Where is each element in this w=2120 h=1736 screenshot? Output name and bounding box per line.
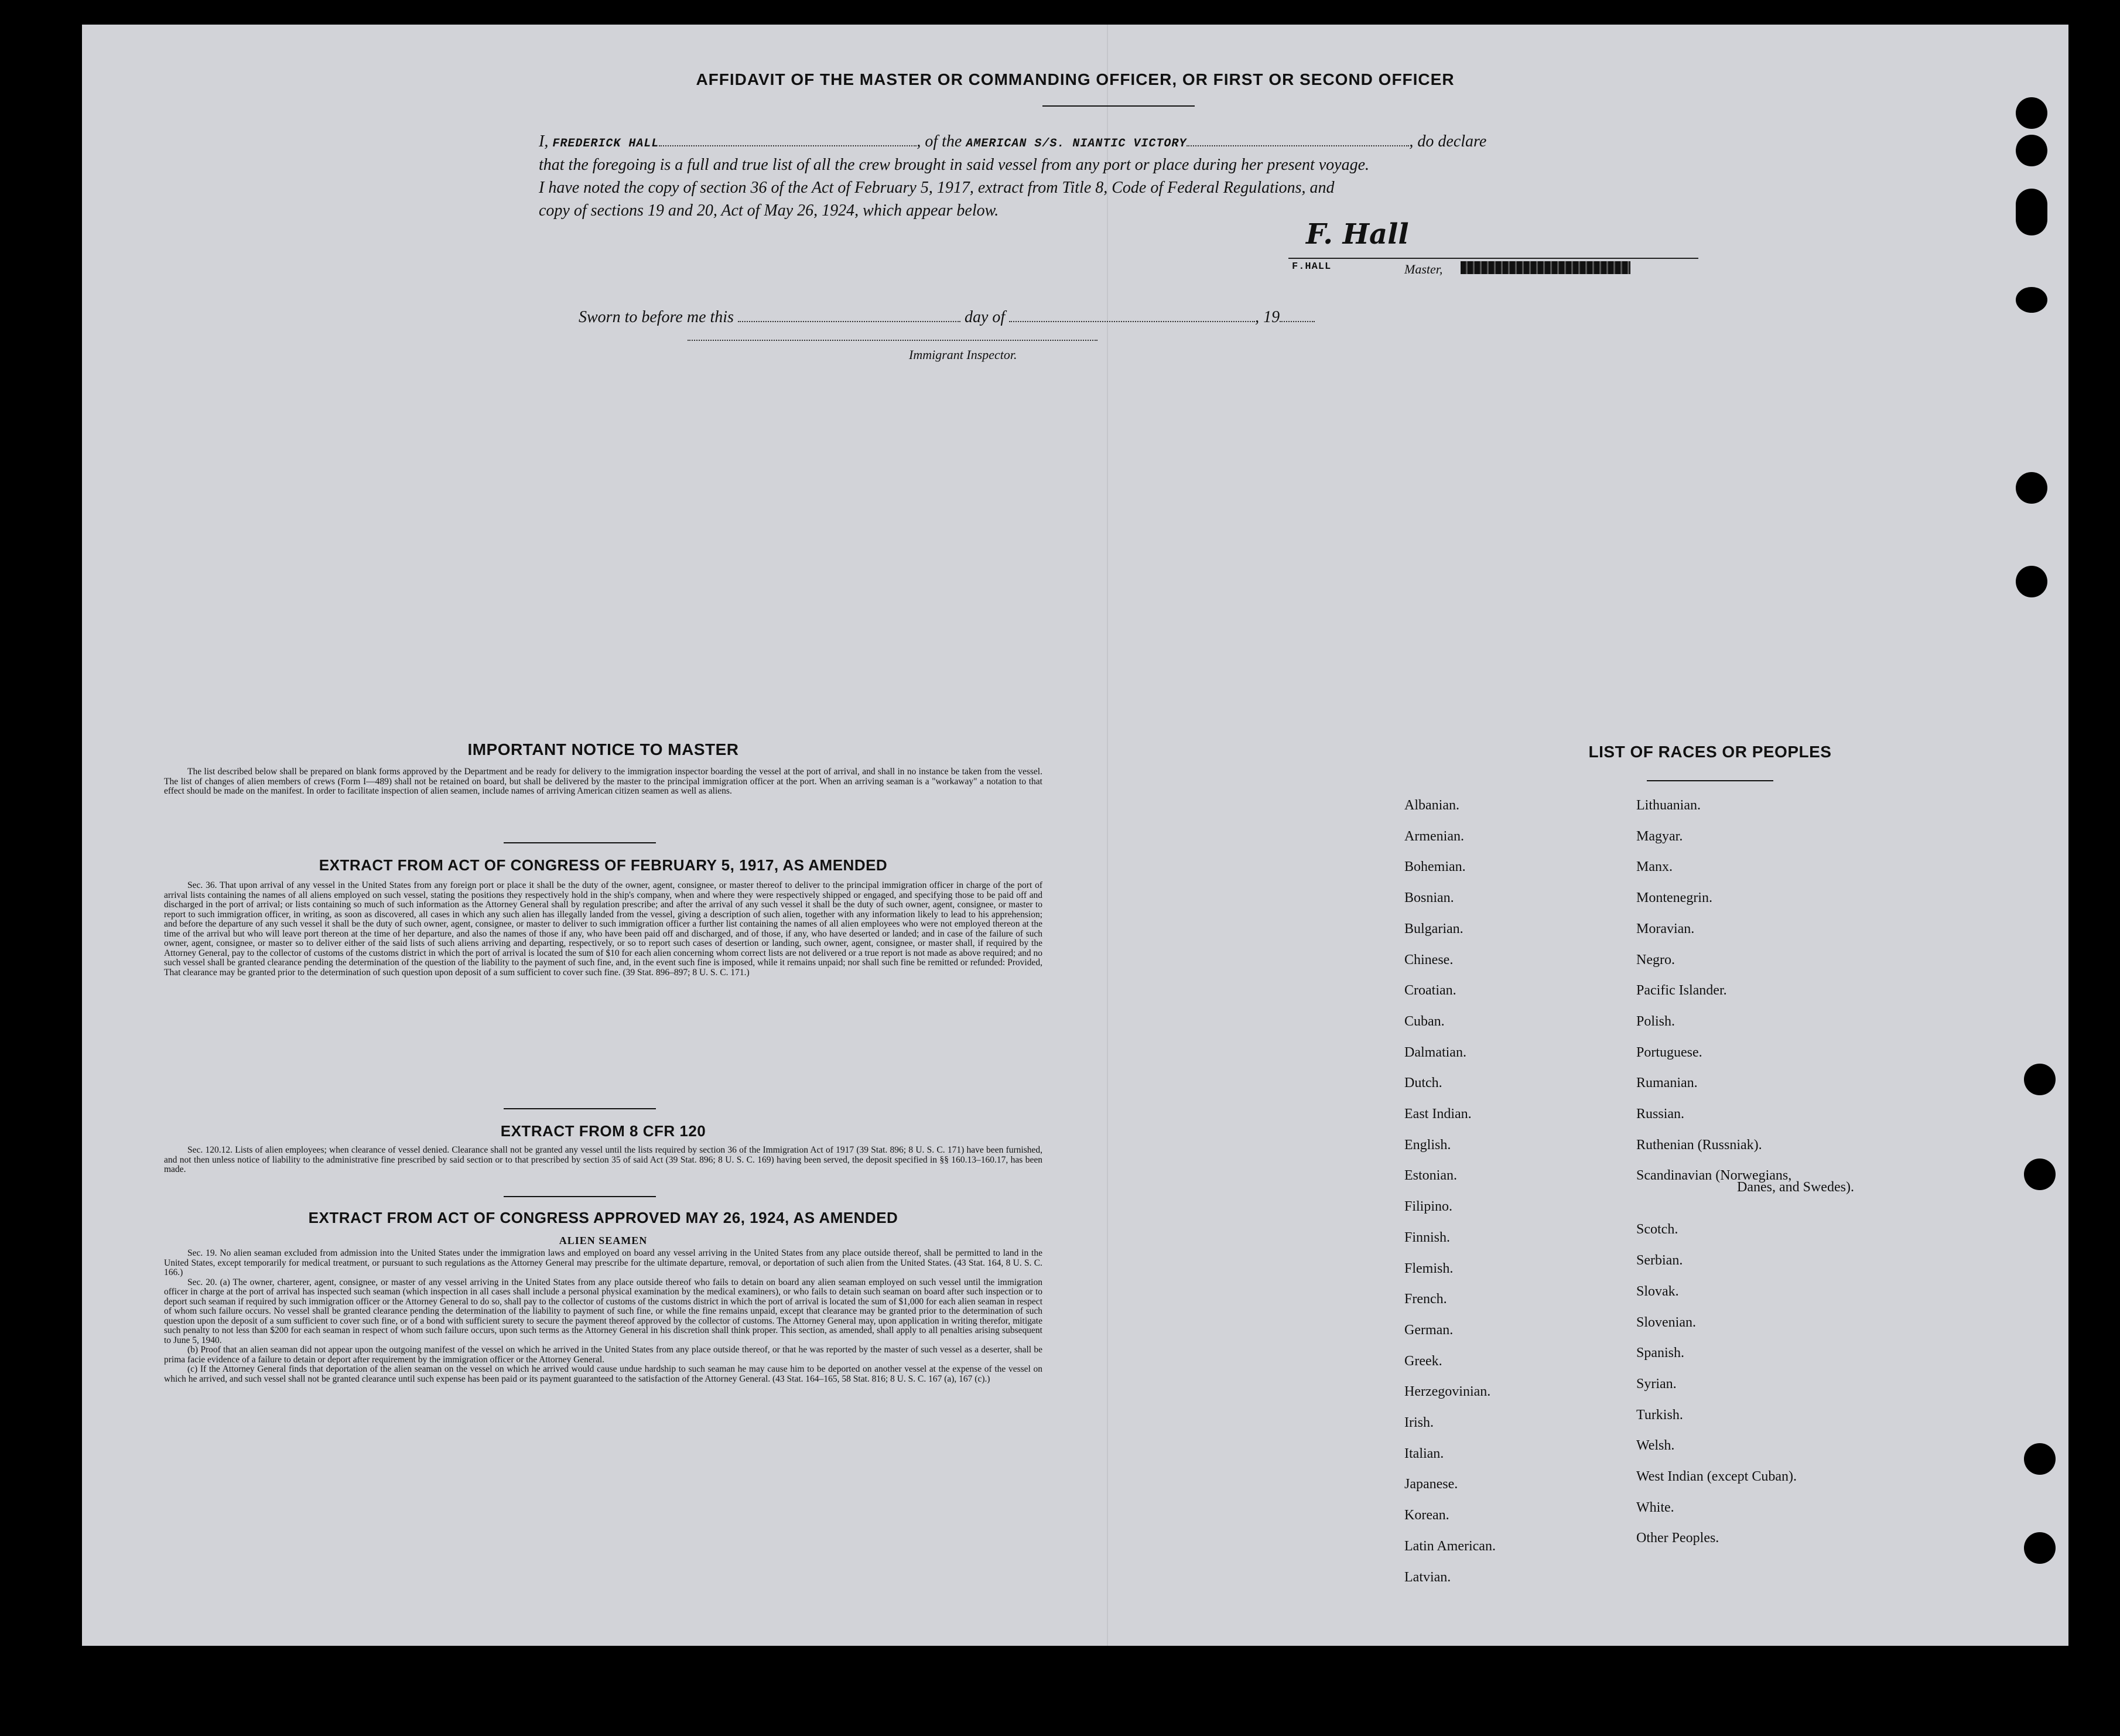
extract-1924-body [164,1249,1042,1384]
notice-heading: IMPORTANT NOTICE TO MASTER [467,740,739,758]
race-item-left-16: French. [1404,1291,1447,1307]
race-item-left-9: Dutch. [1404,1075,1442,1091]
extract-1924-heading: EXTRACT FROM ACT OF CONGRESS APPROVED MAY 26, 1924, AS AMENDED [308,1209,898,1226]
race-item-left-4: Bulgarian. [1404,921,1464,937]
declaration-line-2: that the foregoing is a full and true list of all the crew brought in said vessel from any port or place during her present voyage. [539,156,1370,174]
race-item-left-15: Flemish. [1404,1260,1454,1276]
race-item-left-18: Greek. [1404,1353,1442,1369]
punch-hole-6 [2016,566,2047,597]
race-item-right-20: Welsh. [1636,1438,1675,1454]
title-rule [1042,105,1195,107]
race-item-left-23: Korean. [1404,1508,1449,1523]
race-item-right-12: Scandinavian (Norwegians, [1636,1168,1792,1184]
master-signature: F. Hall [1306,218,1409,251]
punch-hole-10 [2024,1532,2056,1564]
affidavit-title: AFFIDAVIT OF THE MASTER OR COMMANDING OFFICER, OR FIRST OR SECOND OFFICER [696,70,1455,88]
race-item-left-12: Estonian. [1404,1168,1457,1184]
sworn-line [579,306,1516,329]
race-item-left-22: Japanese. [1404,1477,1458,1492]
extract-1917-heading: EXTRACT FROM ACT OF CONGRESS OF FEBRUARY 5, 1917, AS AMENDED [319,856,888,874]
race-item-left-0: Albanian. [1404,798,1459,813]
race-item-right-19: Turkish. [1636,1407,1683,1423]
declarant-dotted-line [659,145,917,146]
i-label: I, [539,132,549,151]
sec-20c-paragraph: (c) If the Attorney General finds that deportation of the alien seaman on the vessel on which he arrived would cause undue hardship to such seaman he may cause him to be deported on another vessel at the expense of the vessel on which he arrived, and such vessel shall not be granted clearance until such expense has been paid or its payment guaranteed to the satisfaction of the Attorney General. (43 Stat. 164–165, 58 Stat. 816; 8 U. S. C. 167 (a), 167 (c).) [164,1364,1042,1384]
race-item-right-1: Magyar. [1636,828,1683,844]
race-item-right-7: Polish. [1636,1013,1676,1029]
punch-hole-5 [2016,472,2047,504]
race-item-left-20: Irish. [1404,1415,1434,1430]
punch-hole-2 [2016,135,2047,166]
master-label: Master, [1404,262,1443,276]
vessel-name: AMERICAN S/S. NIANTIC VICTORY [966,137,1187,151]
sec-20b-paragraph: (b) Proof that an alien seaman did not appear upon the outgoing manifest of the vessel on which he arrived in the United States from any place outside thereof, or that he was reported by the master of such vessel as a deserter, shall be prima facie evidence of a failure to detain or deport after requirement by the immigration officer or the Attorney General. [164,1345,1042,1365]
race-item-left-8: Dalmatian. [1404,1044,1466,1060]
sworn-day-blank[interactable] [738,320,960,322]
sworn-year-blank[interactable] [1280,320,1315,322]
sec-19-paragraph: Sec. 19. No alien seaman excluded from admission into the United States under the immigration laws and employed on board any vessel arriving in the United States from any place outside thereof, shall be permitted to land in the United States, except temporarily for medical treatment, or pursuant to such regulations as the Attorney General may prescribe for the ultimate departure, removal, or deportation of such alien from the United States. (43 Stat. 164, 8 U. S. C. 166.) [164,1248,1042,1277]
race-item-left-24: Latin American. [1404,1538,1496,1554]
extract-1917-body: Sec. 36. That upon arrival of any vessel in the United States from any foreign port or place it shall be the duty of the owner, agent, consignee, or master thereof to deliver to the principal immigration officer in charge of the port of arrival lists containing the names of all aliens employed on such vessel, stating the positions they respectively hold in the ship's company, when and where they were respectively shipped or engaged, and specifying those to be paid off and discharged in the port of arrival; or lists containing so much of such information as the Attorney General shall by regulation prescribe; and after the arrival of any such vessel it shall be the duty of such owner, agent, consignee, or master to report to such immigration officer, in writing, as soon as discovered, all cases in which any such alien has illegally landed from the vessel, giving a description of such alien, together with any information likely to lead to his apprehension; and before the departure of any such vessel it shall be the duty of such owner, agent, consignee, or master to deliver to such immigration officer a further list containing the names of all alien employees who were not employed thereon at the time of the arrival but who will leave port thereon at the time of her departure, and also the names of those if any, who have been paid off and discharged, and of those, if any, who have deserted or landed; and in case of the failure of such owner, agent, consignee, or master so to deliver either of the said lists of such aliens arriving and departing, respectively, or so to report such cases of desertion or landing, such owner, agent, consignee, or master shall, if required by the Attorney General, pay to the collector of customs of the customs district in which the port of arrival is located the sum of $10 for each alien concerning whom correct lists are not delivered or a true report is not made as above required; and no such vessel shall be granted clearance pending the determination of the question of the liability to the payment of such fine, and, in the event such fine is imposed, while it remains unpaid; nor shall such fine be remitted or refunded: Provided, That clearance may be granted prior to the determination of such question upon deposit of a sum sufficient to cover such fine. (39 Stat. 896–897; 8 U. S. C. 171.) [164,880,1042,978]
race-scandinavian-continued: Danes, and Swedes). [1737,1180,1854,1195]
do-declare-label: , do declare [1409,132,1487,151]
race-item-right-8: Portuguese. [1636,1044,1702,1060]
race-item-right-5: Negro. [1636,952,1675,968]
race-item-left-2: Bohemian. [1404,859,1466,875]
race-item-left-19: Herzegovinian. [1404,1384,1491,1400]
punch-hole-3 [2016,189,2047,235]
struck-through-text [1461,261,1630,274]
punch-hole-7 [2024,1064,2056,1095]
declaration-line-3: I have noted the copy of section 36 of the Act of February 5, 1917, extract from Title 8, Code of Federal Regulations, and [539,179,1335,197]
day-of-label: day of [964,308,1006,326]
races-heading: LIST OF RACES OR PEOPLES [1588,743,1832,761]
race-item-left-14: Finnish. [1404,1229,1451,1245]
punch-hole-1 [2016,97,2047,129]
race-item-right-21: West Indian (except Cuban). [1636,1469,1797,1484]
rule-1917 [504,1108,656,1109]
race-item-left-6: Croatian. [1404,983,1456,999]
race-item-right-6: Pacific Islander. [1636,983,1727,999]
punch-hole-4 [2016,287,2047,313]
race-item-left-7: Cuban. [1404,1013,1445,1029]
rule-notice [504,842,656,843]
extract-8cfr-heading: EXTRACT FROM 8 CFR 120 [500,1122,706,1140]
race-item-right-2: Manx. [1636,859,1673,875]
alien-seamen-subheading: ALIEN SEAMEN [559,1235,648,1246]
race-item-right-18: Syrian. [1636,1376,1677,1392]
race-item-right-14: Serbian. [1636,1253,1683,1269]
declarant-name: FREDERICK HALL [552,137,659,151]
race-item-left-1: Armenian. [1404,828,1464,844]
race-item-right-4: Moravian. [1636,921,1695,937]
declaration-line-4: copy of sections 19 and 20, Act of May 26, 1924, which appear below. [539,201,999,220]
declaration-line-1 [539,130,1757,155]
race-item-left-25: Latvian. [1404,1569,1451,1585]
sec-20a-paragraph: Sec. 20. (a) The owner, charterer, agent, consignee, or master of any vessel arriving in the United States from any place outside thereof who fails to detain on board any alien seaman employed on such vessel until the immigration officer in charge at the port of arrival has inspected such seaman (which inspection in all cases shall include a personal physical examination by the medical examiners), or who fails to detain such seaman on board after such inspection or to deport such seaman if required by such immigration officer or the Attorney General to do so, shall pay to the collector of customs of the customs district in which the port of arrival is located the sum of $1,000 for each alien seaman in respect of whom such failure occurs. No vessel shall be granted clearance pending the determination of the liability to payment of such fine, or while the fine remains unpaid, except that clearance may be granted prior to the determination of such question upon the deposit of a sum sufficient to cover such fine, or of a bond with sufficient surety to secure the payment thereof approved by the collector of customs. The Attorney General may, upon application in writing therefor, mitigate such penalty to not less than $200 for each seaman in respect of whom such failure occurs, upon such terms as the Attorney General in his discretion shall think proper. This section, as amended, shall apply to all penalties arising subsequent to June 5, 1940. [164,1277,1042,1345]
race-item-left-13: Filipino. [1404,1199,1453,1215]
race-item-left-17: German. [1404,1322,1454,1338]
extract-8cfr-body: Sec. 120.12. Lists of alien employees; when clearance of vessel denied. Clearance shall not be granted any vessel until the lists required by section 36 of the Immigration Act of 1917 (39 Stat. 896; 8 U. S. C. 171) have been furnished, and not then unless notice of liability to the administrative fine prescribed by said section or to that prescribed by section 35 of said Act (39 Stat. 896; 8 U. S. C. 169) having been served, the deposit specified in §§ 160.13–160.17, has been made. [164,1145,1042,1174]
race-item-left-21: Italian. [1404,1445,1444,1461]
signature-line [1288,258,1698,259]
race-item-right-13: Scotch. [1636,1222,1678,1238]
race-item-right-11: Ruthenian (Russniak). [1636,1137,1762,1153]
document-page [82,25,2068,1646]
notice-body: The list described below shall be prepared on blank forms approved by the Department and be ready for delivery to the immigration inspector boarding the vessel at the port of arrival, and shall in no instance be taken from the vessel. The list of changes of alien members of crews (Form I—489) shall not be retained on board, but shall be delivered by the master to the principal immigration officer at the port. When an arriving seaman is a "workaway" a notation to that effect should be made on the manifest. In order to facilitate inspection of alien seamen, include names of arriving American citizen seamen as well as aliens. [164,767,1042,796]
race-item-right-0: Lithuanian. [1636,798,1701,813]
sworn-month-blank[interactable] [1009,320,1255,322]
races-rule [1647,780,1773,781]
sworn-label: Sworn to before me this [579,308,734,326]
race-item-right-17: Spanish. [1636,1345,1685,1361]
race-item-right-22: White. [1636,1499,1674,1515]
race-item-right-15: Slovak. [1636,1283,1679,1299]
of-the-label: , of the [917,132,962,151]
race-item-right-9: Rumanian. [1636,1075,1698,1091]
race-item-left-3: Bosnian. [1404,890,1454,906]
page-fold [1107,25,1108,1646]
race-item-right-16: Slovenian. [1636,1314,1696,1330]
signer-typed-name: F.HALL [1292,261,1332,272]
inspector-signature-line[interactable] [688,340,1097,341]
punch-hole-9 [2024,1443,2056,1475]
race-item-right-3: Montenegrin. [1636,890,1712,906]
rule-8cfr [504,1196,656,1197]
race-item-right-10: Russian. [1636,1106,1685,1122]
race-item-left-10: East Indian. [1404,1106,1472,1122]
race-item-left-5: Chinese. [1404,952,1454,968]
vessel-dotted-line [1186,145,1409,146]
punch-hole-8 [2024,1159,2056,1190]
year-label: , 19 [1255,308,1280,326]
inspector-label: Immigrant Inspector. [909,347,1017,362]
race-item-left-11: English. [1404,1137,1451,1153]
race-item-right-23: Other Peoples. [1636,1530,1719,1546]
